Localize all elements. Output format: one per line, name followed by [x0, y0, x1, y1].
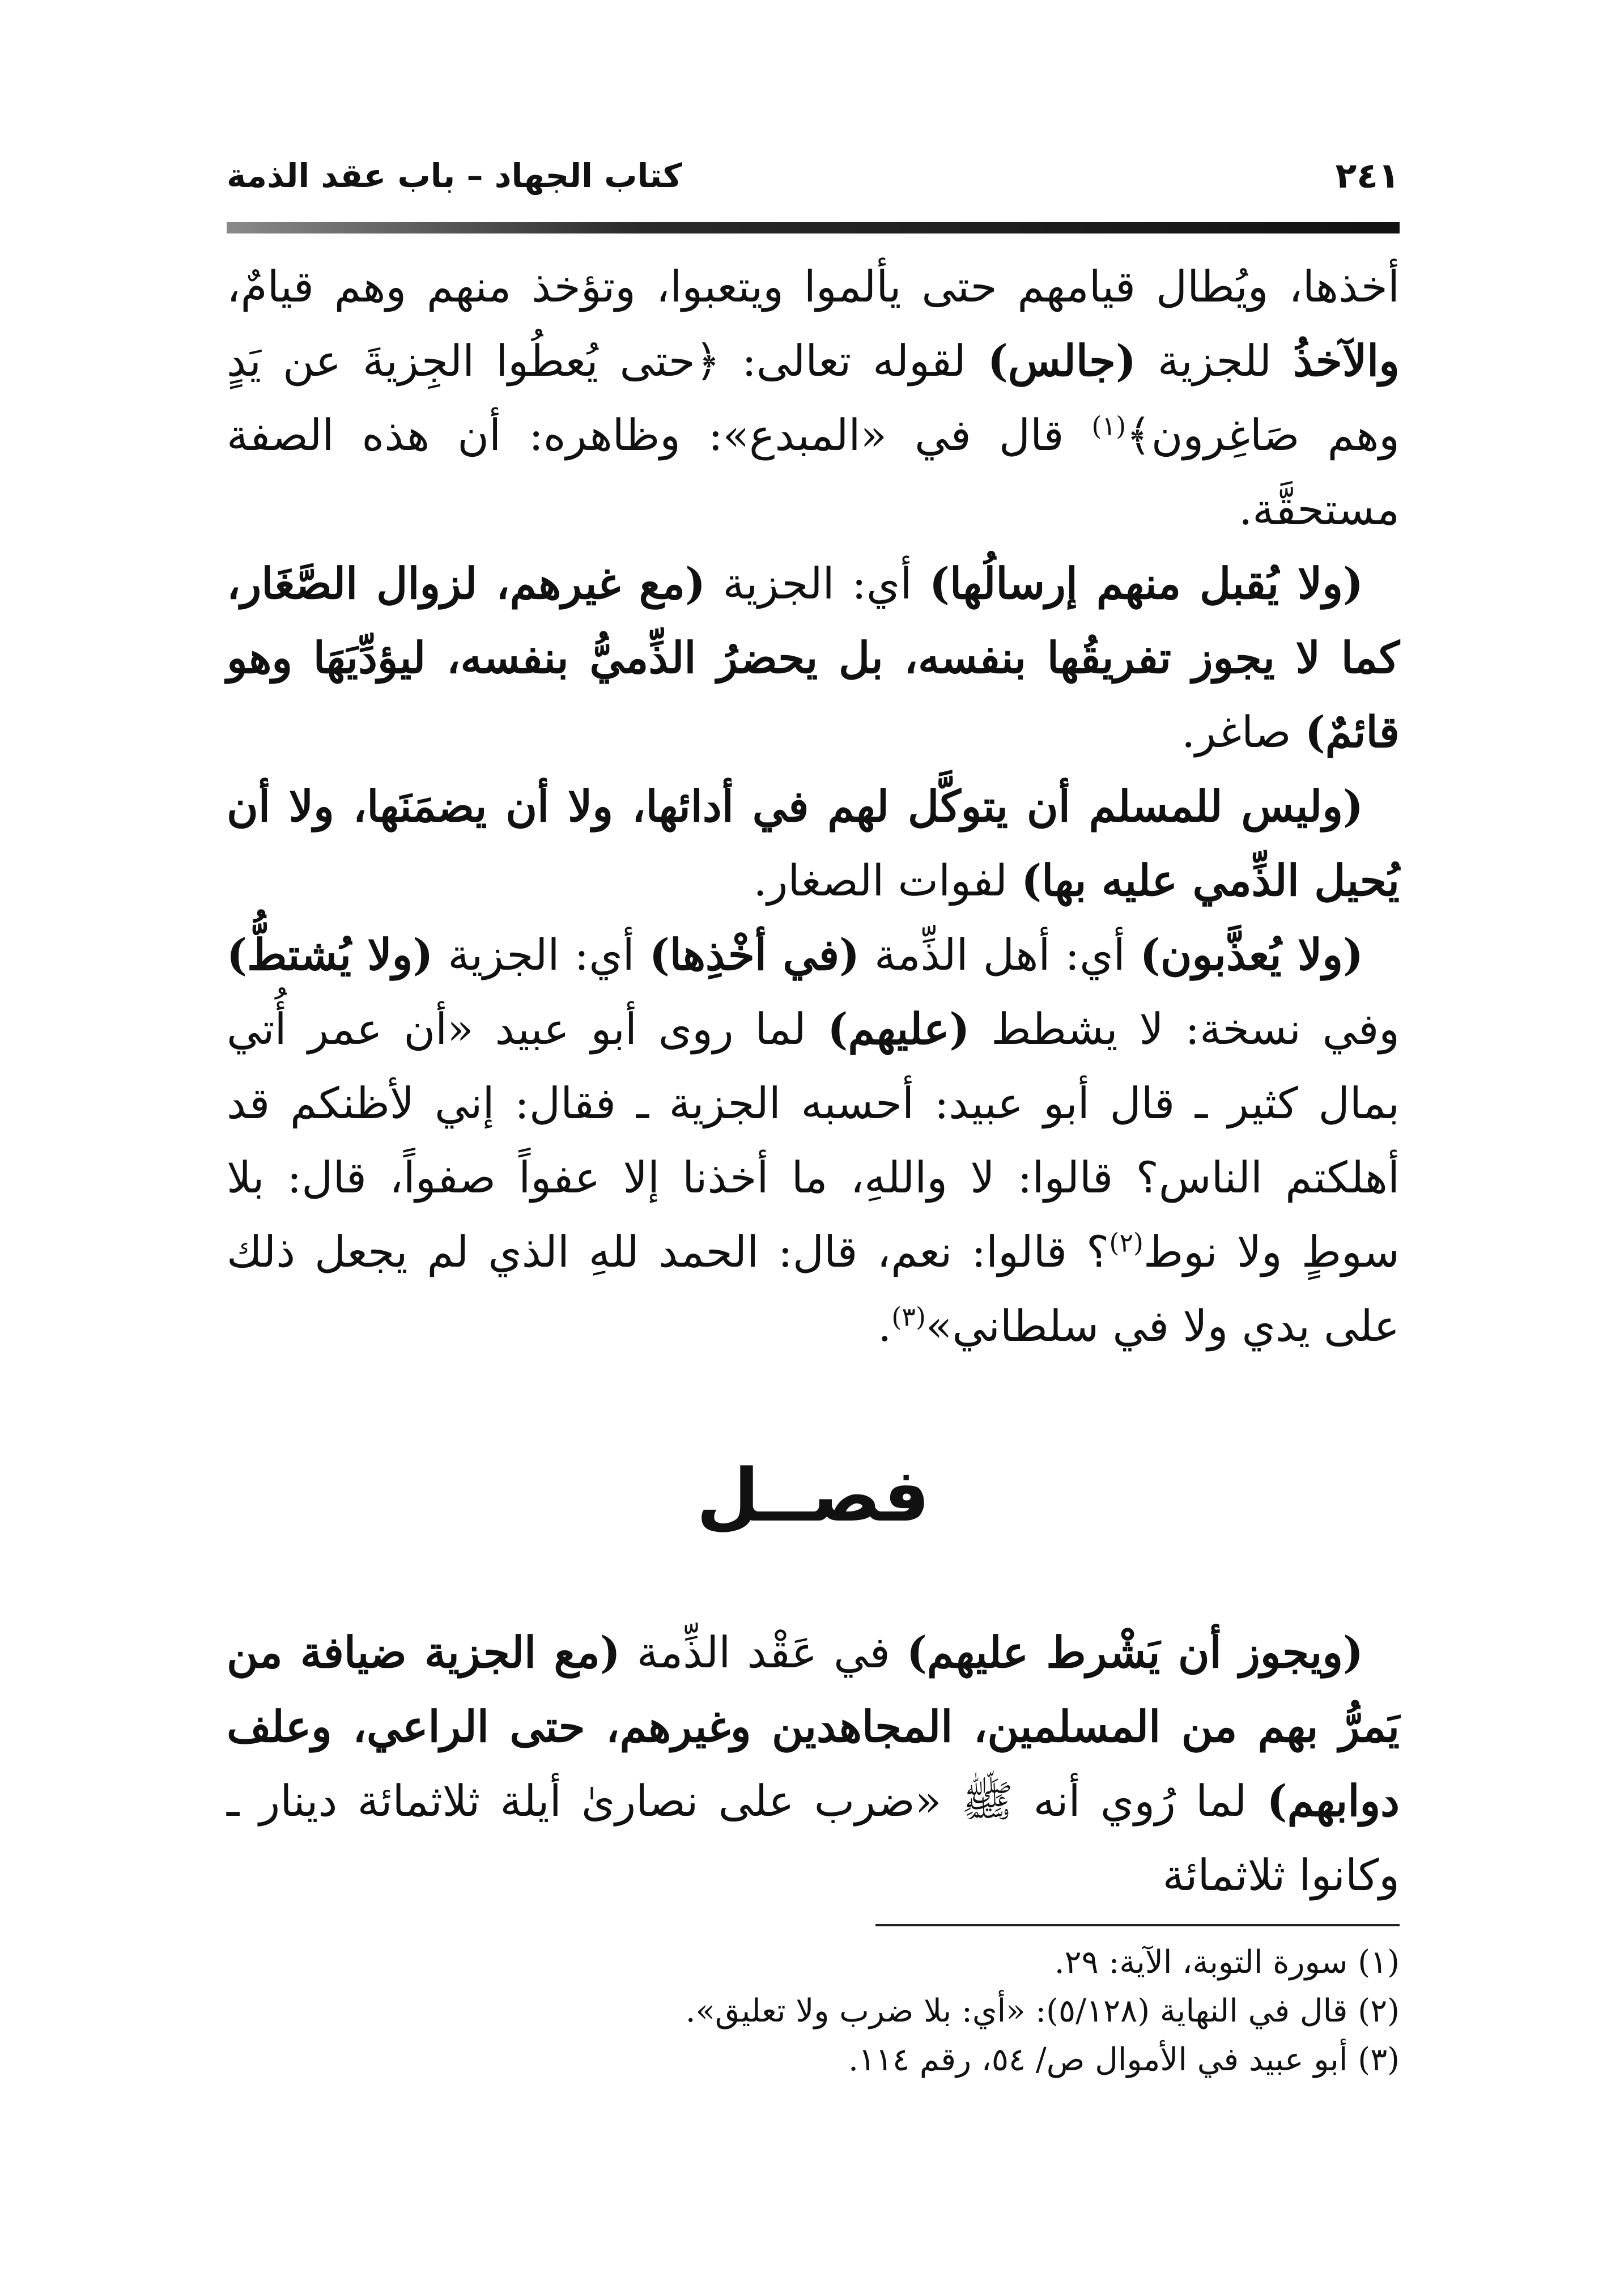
paragraph-1 — [227, 249, 1400, 546]
page-header — [227, 153, 1400, 198]
matn-text: (ولا يُشتطُّ) — [227, 929, 433, 980]
matn-text: (جالس) — [987, 336, 1136, 386]
matn-text: (في أخْذِها) — [649, 929, 860, 980]
text-run: وفي نسخة: لا يشطط — [970, 1004, 1400, 1054]
text-run: أخذها، ويُطال قيامهم حتى يألموا ويتعبوا، وتؤخذ منهم وهم قيامٌ، — [227, 261, 1400, 312]
text-run: أي: الجزية — [433, 929, 649, 980]
section-paragraph-1 — [227, 1615, 1400, 1912]
footnote-1: (١) سورة التوبة، الآية: ٢٩. — [1054, 1944, 1400, 1981]
footnote-2: (٢) قال في النهاية (٥/١٢٨): «أي: بلا ضرب ولا تعليق». — [685, 1993, 1400, 2029]
paragraph-2 — [227, 546, 1400, 769]
section-heading: فصــل — [696, 1454, 930, 1538]
text-run: أي: أهل الذِّمة — [860, 929, 1140, 980]
text-run: قال في «المبدع»: وظاهره: أن هذه الصفة مستحقَّة. — [227, 410, 1400, 534]
text-run: لقوله تعالى: ﴿حتى يُعطُوا الجِزيةَ عن يَدٍ وهم صَاغِرون﴾ — [227, 336, 1400, 460]
matn-text: (ولا يُعذَّبون) — [1140, 929, 1364, 980]
footnote-marker[interactable]: (٣) — [891, 1301, 926, 1332]
footnotes — [227, 1938, 1400, 2084]
main-text — [227, 249, 1400, 1363]
section-text — [227, 1615, 1400, 1912]
text-run: صاغر. — [1181, 707, 1305, 757]
text-run: لما رُوي أنه ﷺ «ضرب على نصارىٰ أيلة ثلاثمائة دينار ـ وكانوا ثلاثمائة — [227, 1776, 1400, 1900]
page-number: ٢٤١ — [1335, 155, 1400, 196]
text-run: أي: الجزية — [705, 558, 930, 609]
text-run: في عَقْد الذِّمة — [620, 1627, 907, 1678]
text-run: ؟ قالوا: نعم، قال: الحمد للهِ الذي لم يجعل ذلك على يدي ولا في سلطاني» — [227, 1226, 1400, 1351]
header-rule — [227, 222, 1400, 233]
footnote-marker[interactable]: (١) — [1091, 410, 1126, 441]
matn-text: (مع الجزية ضيافة من يَمرُّ بهم من المسلمين، المجاهدين وغيرهم، حتى الراعي، وعلف دوابهم) — [227, 1627, 1400, 1826]
footnote-marker[interactable]: (٢) — [1109, 1227, 1143, 1258]
text-run: للجزية — [1136, 336, 1293, 386]
paragraph-3 — [227, 769, 1400, 918]
matn-text: والآخذُ — [1293, 336, 1400, 386]
matn-text: (وليس للمسلم أن يتوكَّل لهم في أدائها، ولا أن يضمَنَها، ولا أن يُحيل الذِّمي عليه بها) — [227, 781, 1400, 906]
matn-text: (ولا يُقبل منهم إرسالُها) — [929, 558, 1363, 609]
paragraph-4 — [227, 918, 1400, 1363]
text-run: . — [878, 1301, 892, 1351]
text-run: لما روى أبو عبيد «أن عمر أُتي بمال كثير ـ قال أبو عبيد: أحسبه الجزية ـ فقال: إني لأظنكم قد أهلكتم الناس؟ قالوا: لا واللهِ، ما أخذنا إلا عفواً صفواً، قال: بلا سوطٍ ولا نوط — [227, 1004, 1400, 1277]
footnote-3: (٣) أبو عبيد في الأموال ص/ ٥٤، رقم ١١٤. — [848, 2041, 1400, 2078]
running-title: كتاب الجهاد – باب عقد الذمة — [227, 156, 682, 195]
matn-text: (مع غيرهم، لزوال الصَّغَار، كما لا يجوز تفريقُها بنفسه، بل يحضرُ الذِّميُّ بنفسه، ليؤدِّيَهَا وهو قائمٌ) — [227, 558, 1400, 757]
matn-text: (عليهم) — [827, 1004, 970, 1054]
footnote-separator — [875, 1924, 1400, 1926]
matn-text: (ويجوز أن يَشْرط عليهم) — [906, 1627, 1363, 1678]
text-run: لفوات الصغار. — [753, 855, 1022, 906]
